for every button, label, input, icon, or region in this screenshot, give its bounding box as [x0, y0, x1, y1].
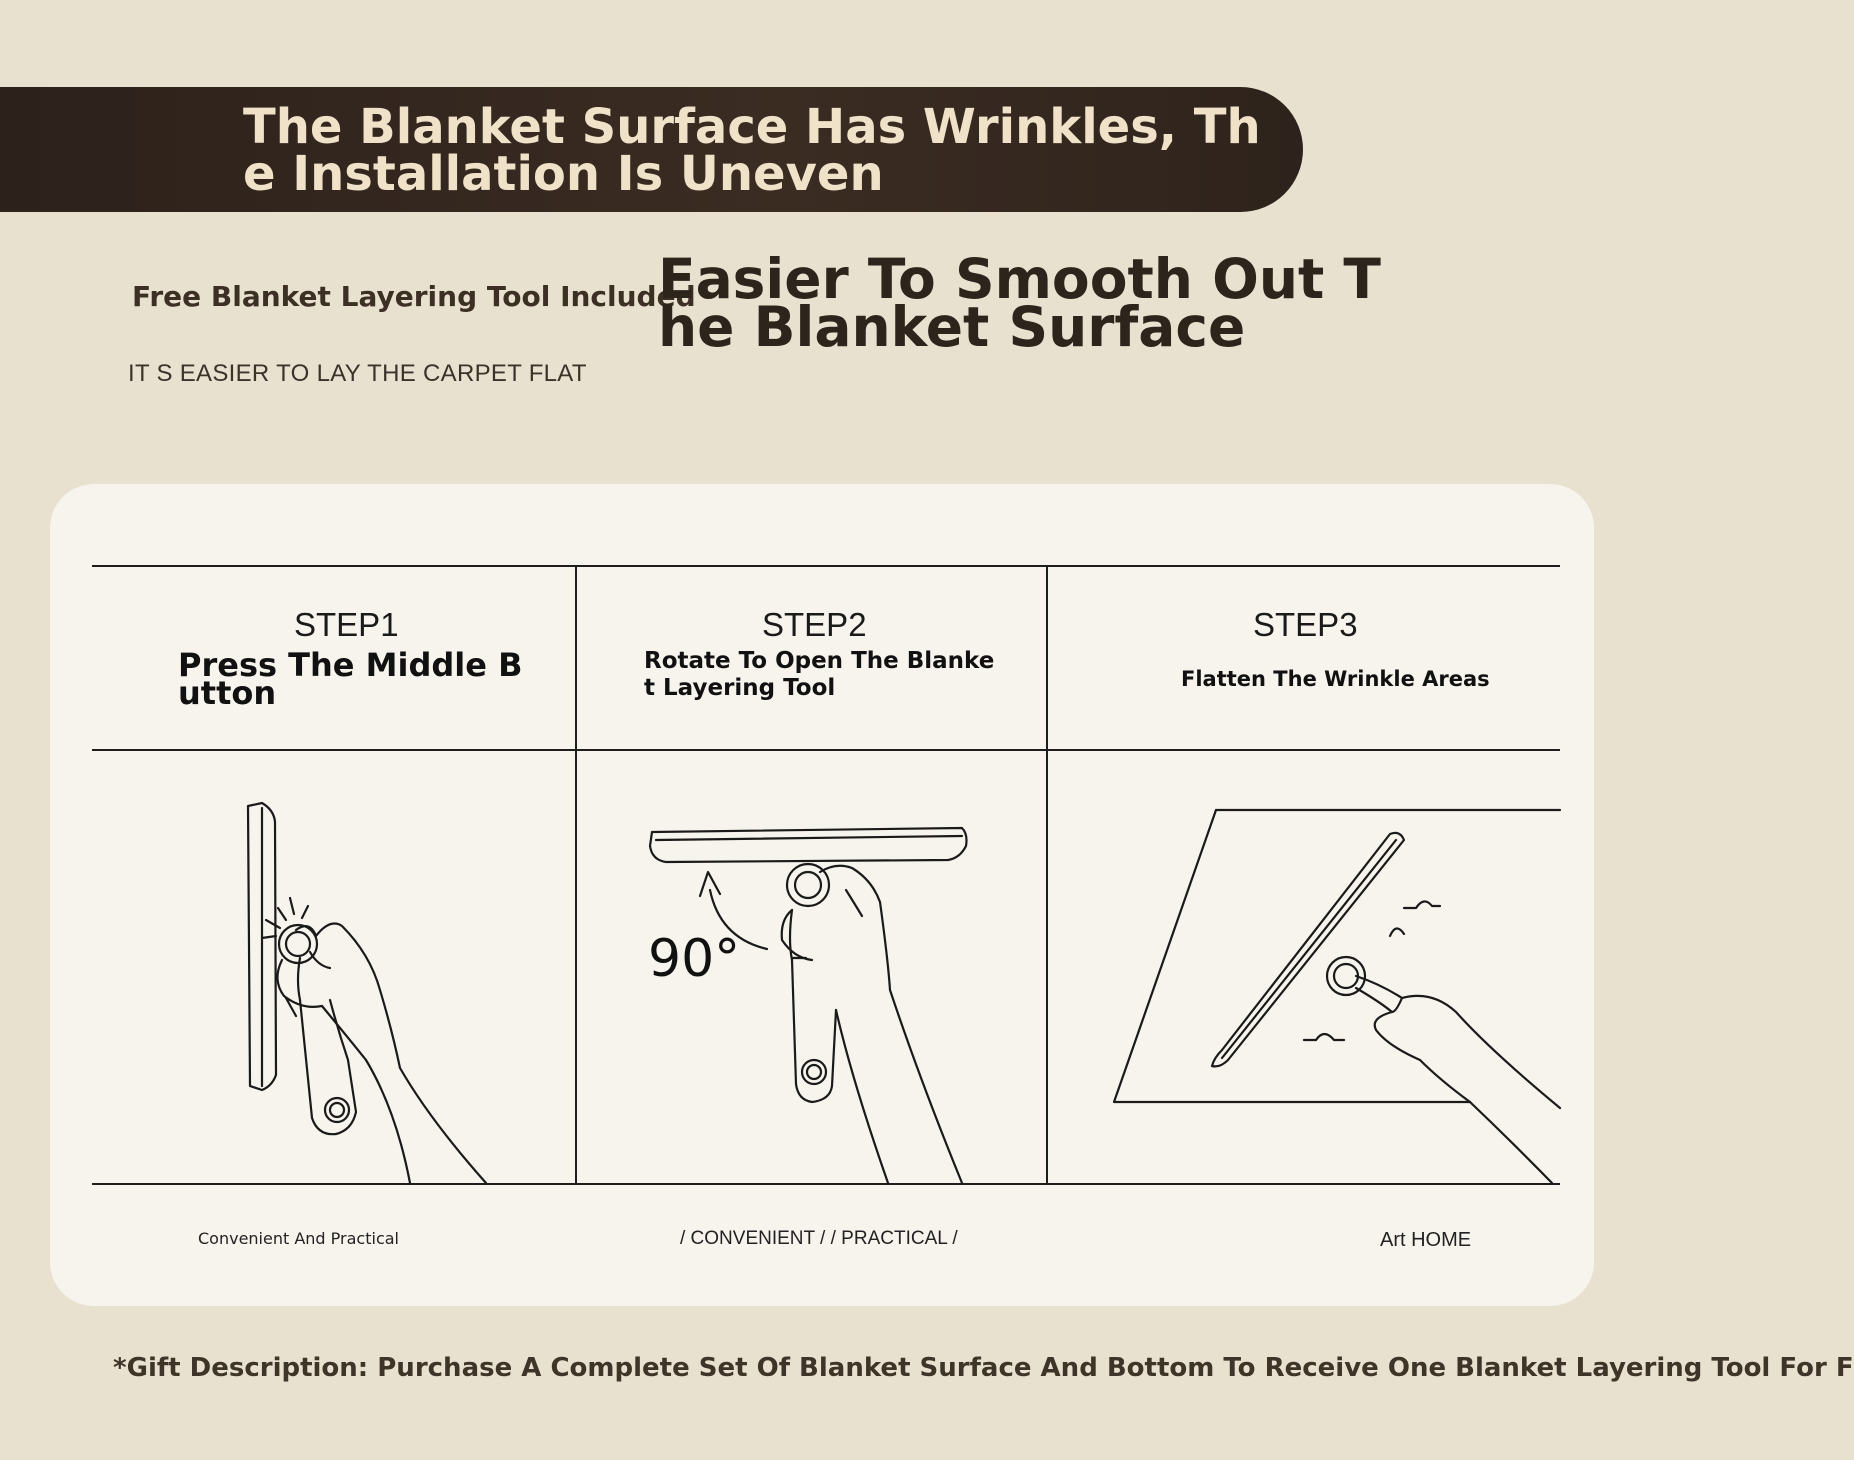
headline: Easier To Smooth Out T he Blanket Surface: [658, 247, 1381, 359]
step2-description: Rotate To Open The Blanke t Layering Tool: [644, 648, 995, 701]
banner-title: The Blanket Surface Has Wrinkles, e Installation Is Uneven: [243, 99, 1178, 202]
footer-middle-text: / CONVENIENT / / PRACTICAL /: [680, 1228, 958, 1249]
step1-label: STEP1: [294, 606, 399, 643]
step3-description: Flatten The Wrinkle Areas: [1181, 667, 1490, 691]
footer-left-text: Convenient And Practical: [198, 1229, 399, 1248]
hand-pressing-button-icon: [248, 803, 486, 1183]
rotate-arrow-icon: [650, 828, 967, 1183]
gift-description: *Gift Description: Purchase A Complete Set Of Blanket Surface And Bottom To Receive One Blanket Layering Tool For F: [113, 1353, 1854, 1383]
footer-brand: Art HOME: [1380, 1229, 1472, 1251]
free-tool-label: Free Blanket Layering Tool Included: [132, 280, 696, 313]
rotation-angle-label: 90°: [648, 929, 741, 989]
tool-on-surface-icon: [1114, 810, 1560, 1183]
step1-description: Press The Middle B utton: [178, 646, 523, 712]
step3-label: STEP3: [1253, 606, 1358, 643]
step2-label: STEP2: [762, 606, 867, 643]
subline: IT S EASIER TO LAY THE CARPET FLAT: [128, 360, 587, 387]
